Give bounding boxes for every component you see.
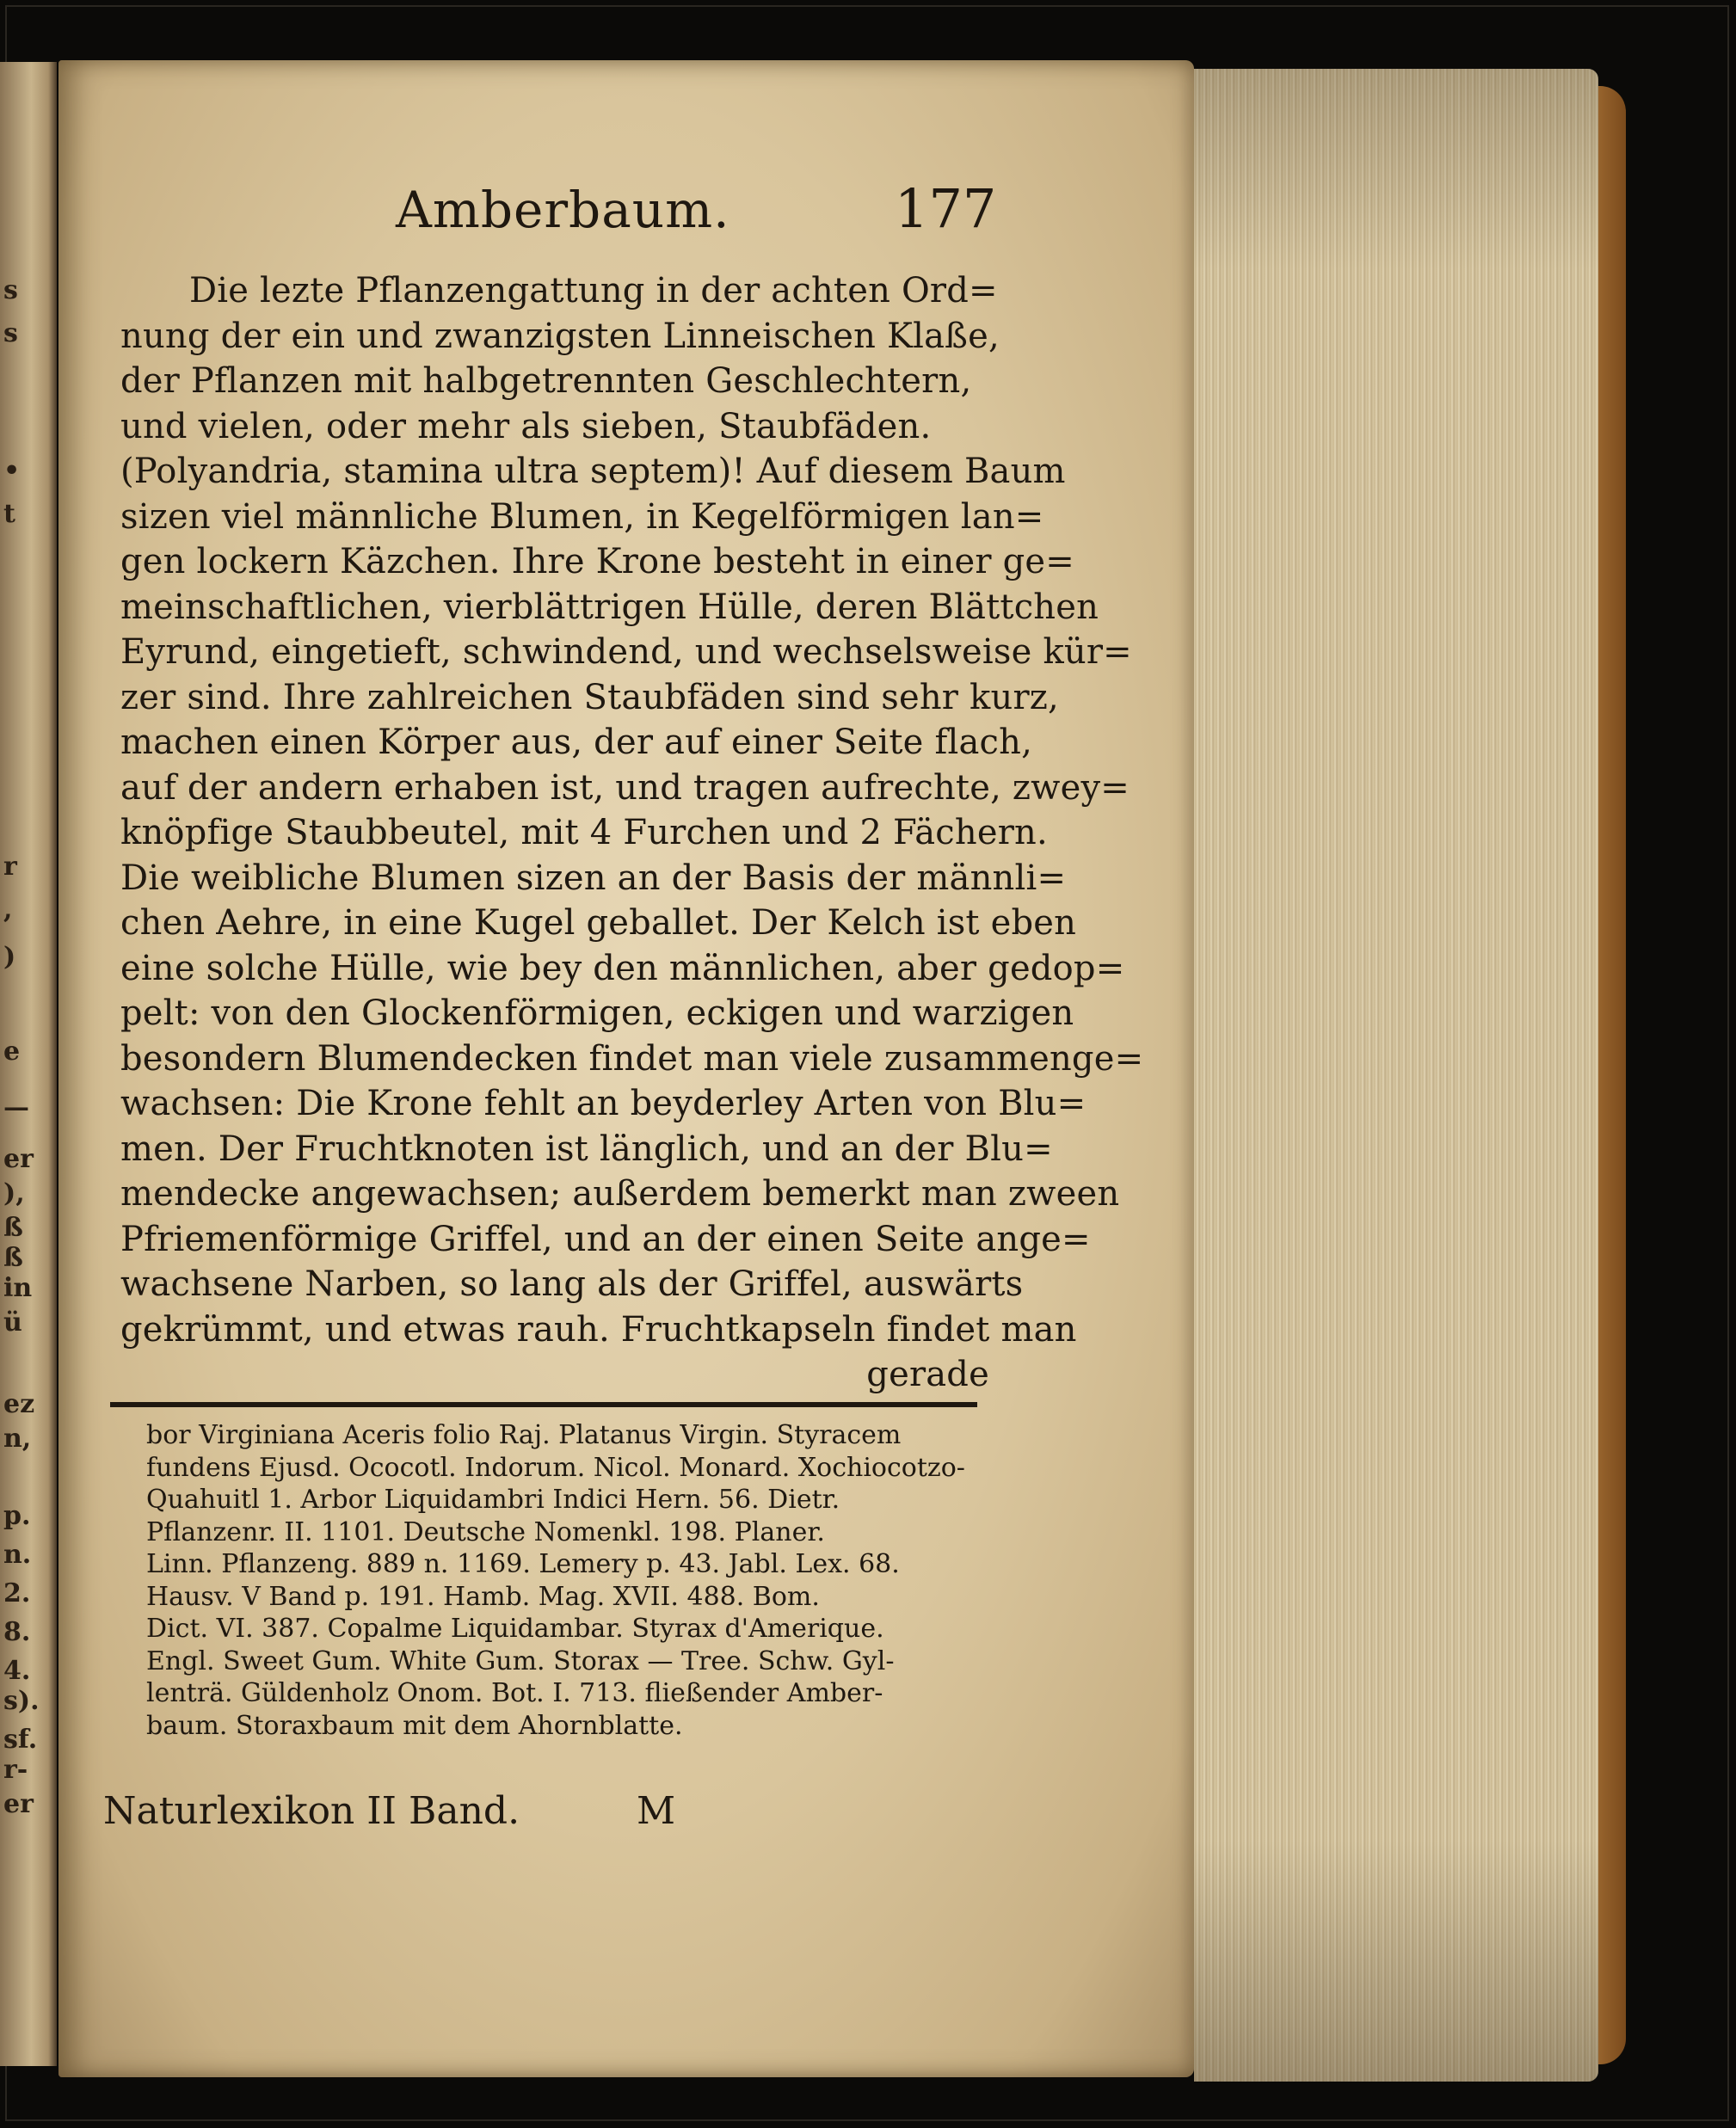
left-page-fragment: sf. [3, 1725, 38, 1755]
page-fore-edge [1194, 69, 1598, 2082]
text-line: meinschaftlichen, vierblättrigen Hülle, deren Blättchen [120, 587, 1099, 627]
text-line: men. Der Fruchtknoten ist länglich, und an der Blu= [120, 1129, 1053, 1169]
page-header [120, 177, 998, 249]
left-page-fragment: e [3, 1036, 21, 1067]
text-line: der Pflanzen mit halbgetrennten Geschlechtern, [120, 361, 972, 401]
left-page-fragment: s). [3, 1686, 40, 1716]
text-line: (Polyandria, stamina ultra septem)! Auf diesem Baum [120, 452, 1066, 491]
text-line: machen einen Körper aus, der auf einer Seite flach, [120, 723, 1032, 762]
footnote-line: fundens Ejusd. Ococotl. Indorum. Nicol. Monard. Xochiocotzo- [146, 1452, 965, 1483]
footnote-line: Quahuitl 1. Arbor Liquidambri Indici Hern. 56. Dietr. [146, 1485, 840, 1515]
body-text [120, 268, 1144, 1398]
footnote-rule [110, 1402, 977, 1407]
left-page-fragment: in [3, 1273, 33, 1303]
left-page-fragment: ß [3, 1213, 23, 1243]
footnote-line: Hausv. V Band p. 191. Hamb. Mag. XVII. 488. Bom. [146, 1581, 820, 1612]
text-line: und vielen, oder mehr als sieben, Staubfäden. [120, 406, 932, 446]
left-page-fragment: • [3, 456, 21, 486]
left-page-fragment: ), [3, 1178, 25, 1209]
text-line: Die lezte Pflanzengattung in der achten Ord= [189, 271, 998, 311]
left-page-fragment: er [3, 1789, 34, 1819]
text-line: wachsen: Die Krone fehlt an beyderley Arten von Blu= [120, 1084, 1087, 1123]
left-page-edge [0, 62, 57, 2066]
left-page-fragment: ü [3, 1307, 22, 1338]
text-line: wachsene Narben, so lang als der Griffel, auswärts [120, 1264, 1024, 1304]
signature-line [103, 1789, 981, 1849]
footnote-line: lenträ. Güldenholz Onom. Bot. I. 713. fließender Amber- [146, 1678, 883, 1708]
text-line: zer sind. Ihre zahlreichen Staubfäden sind sehr kurz, [120, 677, 1059, 717]
footnote-line: Engl. Sweet Gum. White Gum. Storax — Tree. Schw. Gyl- [146, 1645, 895, 1676]
text-line: knöpfige Staubbeutel, mit 4 Furchen und 2 Fächern. [120, 813, 1048, 852]
text-line: nung der ein und zwanzigsten Linneischen Klaße, [120, 316, 1000, 356]
left-page-fragment: t [3, 499, 15, 529]
left-page-fragment: n. [3, 1540, 32, 1570]
footnote-line: Dict. VI. 387. Copalme Liquidambar. Styrax d'Amerique. [146, 1614, 884, 1644]
page-number: 177 [895, 177, 997, 240]
footnote-line: Linn. Pflanzeng. 889 n. 1169. Lemery p. 43. Jabl. Lex. 68. [146, 1549, 900, 1579]
running-head: Amberbaum. [396, 181, 730, 239]
text-line: Eyrund, eingetieft, schwindend, und wechselsweise kür= [120, 632, 1132, 672]
text-line: chen Aehre, in eine Kugel geballet. Der Kelch ist eben [120, 903, 1077, 943]
left-page-fragment: r- [3, 1755, 28, 1785]
text-line: gekrümmt, und etwas rauh. Fruchtkapseln findet man [120, 1309, 1077, 1350]
text-line: Die weibliche Blumen sizen an der Basis der männli= [120, 858, 1067, 898]
text-line: gen lockern Käzchen. Ihre Krone besteht in einer ge= [120, 542, 1074, 581]
signature-mark: M [637, 1789, 676, 1833]
left-page-fragment: ez [3, 1389, 35, 1419]
text-line: pelt: von den Glockenförmigen, eckigen und warzigen [120, 993, 1074, 1033]
left-page-fragment: er [3, 1144, 34, 1174]
text-line: mendecke angewachsen; außerdem bemerkt man zween [120, 1174, 1120, 1214]
text-line: auf der andern erhaben ist, und tragen aufrechte, zwey= [120, 767, 1130, 808]
left-page-fragment: s [3, 275, 18, 305]
left-page-fragment: 2. [3, 1578, 31, 1608]
footnote-line: bor Virginiana Aceris folio Raj. Platanus Virgin. Styracem [146, 1420, 902, 1450]
catchword: gerade [866, 1355, 989, 1394]
text-line: sizen viel männliche Blumen, in Kegelförmigen lan= [120, 496, 1044, 537]
left-page-fragment: , [3, 895, 13, 925]
footnote-block [146, 1419, 981, 1742]
left-page-fragment: ) [3, 942, 16, 972]
left-page-fragment: n, [3, 1424, 32, 1454]
left-page-fragment: ß [3, 1243, 23, 1273]
footnote-line: Pflanzenr. II. 1101. Deutsche Nomenkl. 198. Planer. [146, 1516, 825, 1547]
signature-title: Naturlexikon II Band. [103, 1789, 520, 1833]
left-page-fragment: — [3, 1092, 29, 1122]
text-line: besondern Blumendecken findet man viele zusammenge= [120, 1038, 1144, 1079]
text-line: Pfriemenförmige Griffel, und an der einen Seite ange= [120, 1219, 1091, 1259]
left-page-fragment: 4. [3, 1656, 31, 1686]
left-page-fragment: 8. [3, 1617, 31, 1647]
left-page-fragment: r [3, 852, 17, 882]
footnote-line: baum. Storaxbaum mit dem Ahornblatte. [146, 1710, 683, 1741]
text-line: eine solche Hülle, wie bey den männlichen, aber gedop= [120, 948, 1125, 988]
left-page-fragment: s [3, 318, 18, 348]
left-page-fragment: p. [3, 1501, 31, 1531]
